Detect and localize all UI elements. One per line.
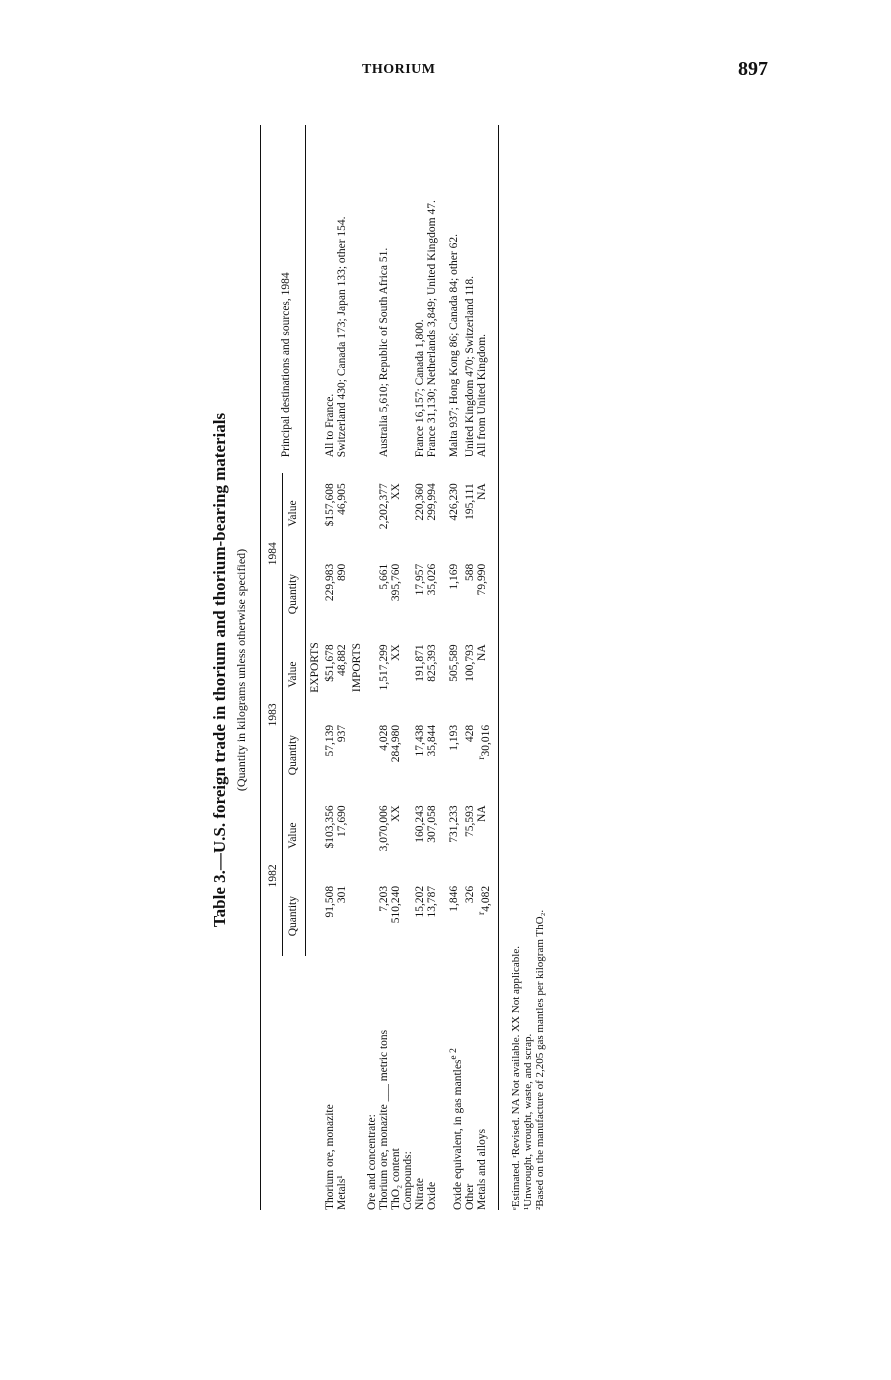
trade-table: [260, 125, 499, 1210]
footnote-1: ¹Unwrought, wrought, waste, and scrap.: [522, 1033, 534, 1210]
rotated-table-block: [210, 110, 570, 1230]
dest-header: Principal destinations and sources, 1984: [261, 125, 306, 473]
year-1984: 1984: [261, 473, 283, 634]
running-title: THORIUM: [362, 62, 436, 77]
table-title: Table 3.—U.S. foreign trade in thorium and thorium-bearing materials: [210, 412, 229, 928]
value-header: Value: [283, 795, 306, 876]
table-row: Oxide 13,787 307,058 35,844 825,393 35,026 299,994 France 31,130; Netherlands 3,849; United Kingdom 47.: [426, 200, 438, 1210]
year-1982: 1982: [261, 795, 283, 956]
qty-header: Quantity: [283, 876, 306, 957]
table-subtitle: (Quantity in kilograms unless otherwise specified): [234, 548, 248, 792]
footnote-2: ²Based on the manufacture of 2,205 gas mantles per kilogram ThO₂.: [534, 909, 546, 1210]
footnote-legend: ᵉEstimated. ʳRevised. NA Not available. XX Not applicable.: [510, 946, 522, 1210]
page-number: 897: [738, 58, 768, 80]
table-row: Thorium ore, monazite ___ metric tons 7,203 3,070,006 4,028 1,517,299 5,661 2,202,377 Australia 5,610; Republic of South Africa 51.: [378, 247, 390, 1210]
table-row: Other 326 75,593 428 100,793 588 195,111 United Kingdom 470; Switzerland 118.: [463, 275, 476, 1210]
year-1983: 1983: [261, 634, 283, 795]
qty-header: Quantity: [283, 554, 306, 635]
table-row: Thorium ore, monazite 91,508 $103,356 57,139 $51,678 229,983 $157,608 All to France.: [324, 393, 336, 1210]
table-row: Compounds:: [402, 1151, 414, 1210]
table-row: Oxide equivalent, in gas mantles$^{e 2}$ 1,846 731,233 1,193 505,589 1,169 426,230 Malta 937; Hong Kong 86; Canada 84; other 62.: [448, 234, 464, 1210]
table-row: Metals and alloys $^r$4,082 NA $^r$30,016 NA 79,990 NA All from United Kingdom.: [476, 125, 498, 1210]
qty-header: Quantity: [283, 715, 306, 796]
table-row: ThO₂ content 510,240 XX 284,980 XX 395,760 XX: [390, 483, 402, 1210]
footnotes: [510, 910, 546, 1210]
section-imports: IMPORTS: [351, 642, 363, 693]
value-header: Value: [283, 634, 306, 715]
table-row: Metals¹ 301 17,690 937 48,882 890 46,905 Switzerland 430; Canada 173; Japan 133; other 154.: [336, 216, 348, 1210]
table-row: Nitrate 15,202 160,243 17,438 191,871 17,957 220,360 France 16,157; Canada 1,800.: [414, 319, 426, 1210]
table-row: Ore and concentrate:: [366, 1114, 378, 1210]
table-caption: [210, 110, 249, 1230]
value-header: Value: [283, 473, 306, 554]
section-exports: EXPORTS: [309, 642, 321, 693]
